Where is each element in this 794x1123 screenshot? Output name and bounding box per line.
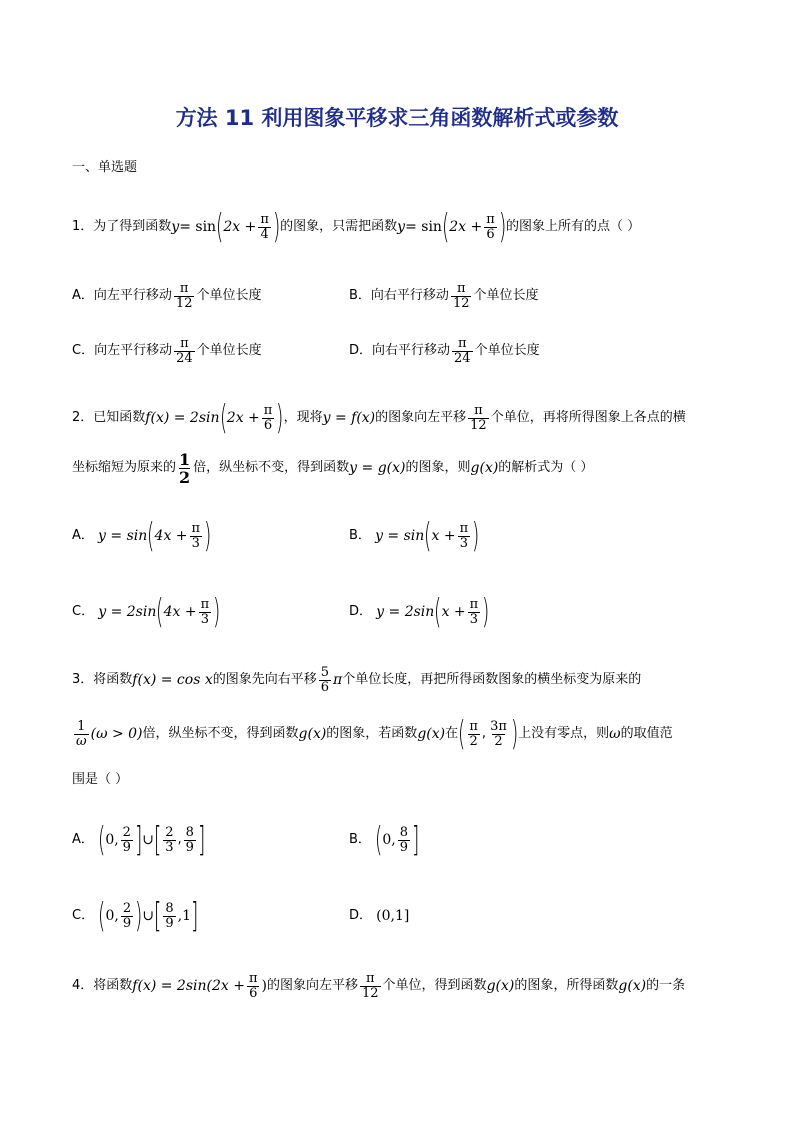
option-c[interactable]: C． y = 2sin ( 4x + $\frac{\pi}{3}$ ) — [72, 592, 221, 632]
fraction-pi-4: $\frac{\pi}{4}$ — [260, 211, 269, 242]
page-title: 方法 11 利用图象平移求三角函数解析式或参数 — [175, 106, 619, 130]
option-b[interactable]: B． y = sin ( x + $\frac{\pi}{3}$ ) — [349, 516, 480, 556]
option-a[interactable]: A． 向左平行移动 $\frac{\pi}{12}$ 个单位长度 — [72, 280, 262, 311]
option-b[interactable]: B． ( 0, $\frac{8}{9}$ ] — [349, 820, 420, 860]
question-2-stem: 2． 已知函数 f(x) = 2sin ( 2x + $\frac{\pi}{6}$ ) ，现将 y = f(x) 的图象向左平移 $\frac{\pi}{12}$ 个单位，再将所得图象上各点的横 — [72, 398, 686, 438]
option-d[interactable]: D． 向右平行移动 $\frac{\pi}{24}$ 个单位长度 — [349, 335, 540, 366]
option-a[interactable]: A． y = sin ( 4x + $\frac{\pi}{3}$ ) — [72, 516, 212, 556]
option-c[interactable]: C． ( 0, $\frac{2}{9}$ ) ∪ [ $\frac{8}{9}$ ,1 ] — [72, 896, 199, 936]
question-1-stem: 1． 为了得到函数 y = sin ( 2x + $\frac{\pi}{4}$ ) 的图象，只需把函数 y = sin ( 2x + $\frac{\pi}{6}$ ) 的图象上所有的点（ ） — [72, 207, 641, 247]
question-2-stem-line2: 坐标缩短为原来的 1 2 倍，纵坐标不变，得到函数 y = g(x) 的图象，则 g(x) 的解析式为（ ） — [72, 449, 594, 487]
option-d[interactable]: D． y = 2sin ( x + $\frac{\pi}{3}$ ) — [349, 592, 490, 632]
option-d[interactable]: D． (0,1] — [349, 908, 410, 924]
question-number: 4． — [72, 978, 94, 993]
question-3-stem: 3． 将函数 f(x) = cos x 的图象先向右平移 $\frac{5}{6}$ π 个单位长度，再把所得函数图象的横坐标变为原来的 — [72, 664, 642, 695]
option-b[interactable]: B． 向右平行移动 $\frac{\pi}{12}$ 个单位长度 — [349, 280, 539, 311]
option-a[interactable]: A． ( 0, $\frac{2}{9}$ ] ∪ [ $\frac{2}{3}$ , $\frac{8}{9}$ ] — [72, 820, 206, 860]
question-3-stem-line3: 围是（ ） — [72, 772, 129, 787]
question-number: 2． — [72, 410, 94, 425]
fraction-pi-6: $\frac{\pi}{6}$ — [486, 211, 495, 242]
question-number: 3． — [72, 672, 94, 687]
question-4-stem: 4． 将函数 f(x) = 2sin(2x + $\frac{\pi}{6}$ ) 的图象向左平移 $\frac{\pi}{12}$ 个单位，得到函数 g(x) 的图象，所得函数 g(x) 的一条 — [72, 970, 686, 1001]
section-heading: 一、单选题 — [72, 160, 138, 175]
option-c[interactable]: C． 向左平行移动 $\frac{\pi}{24}$ 个单位长度 — [72, 335, 262, 366]
fraction-one-half: 1 2 — [179, 449, 191, 487]
question-3-stem-line2: $\frac{1}{\omega}$ (ω > 0) 倍，纵坐标不变，得到函数 g(x) 的图象，若函数 g(x) 在 ( $\frac{\pi}{2}$ , $\frac{3\pi}{2}$ ) 上没有零点，则 ω 的取值范 — [76, 714, 673, 754]
question-number: 1． — [72, 219, 94, 234]
